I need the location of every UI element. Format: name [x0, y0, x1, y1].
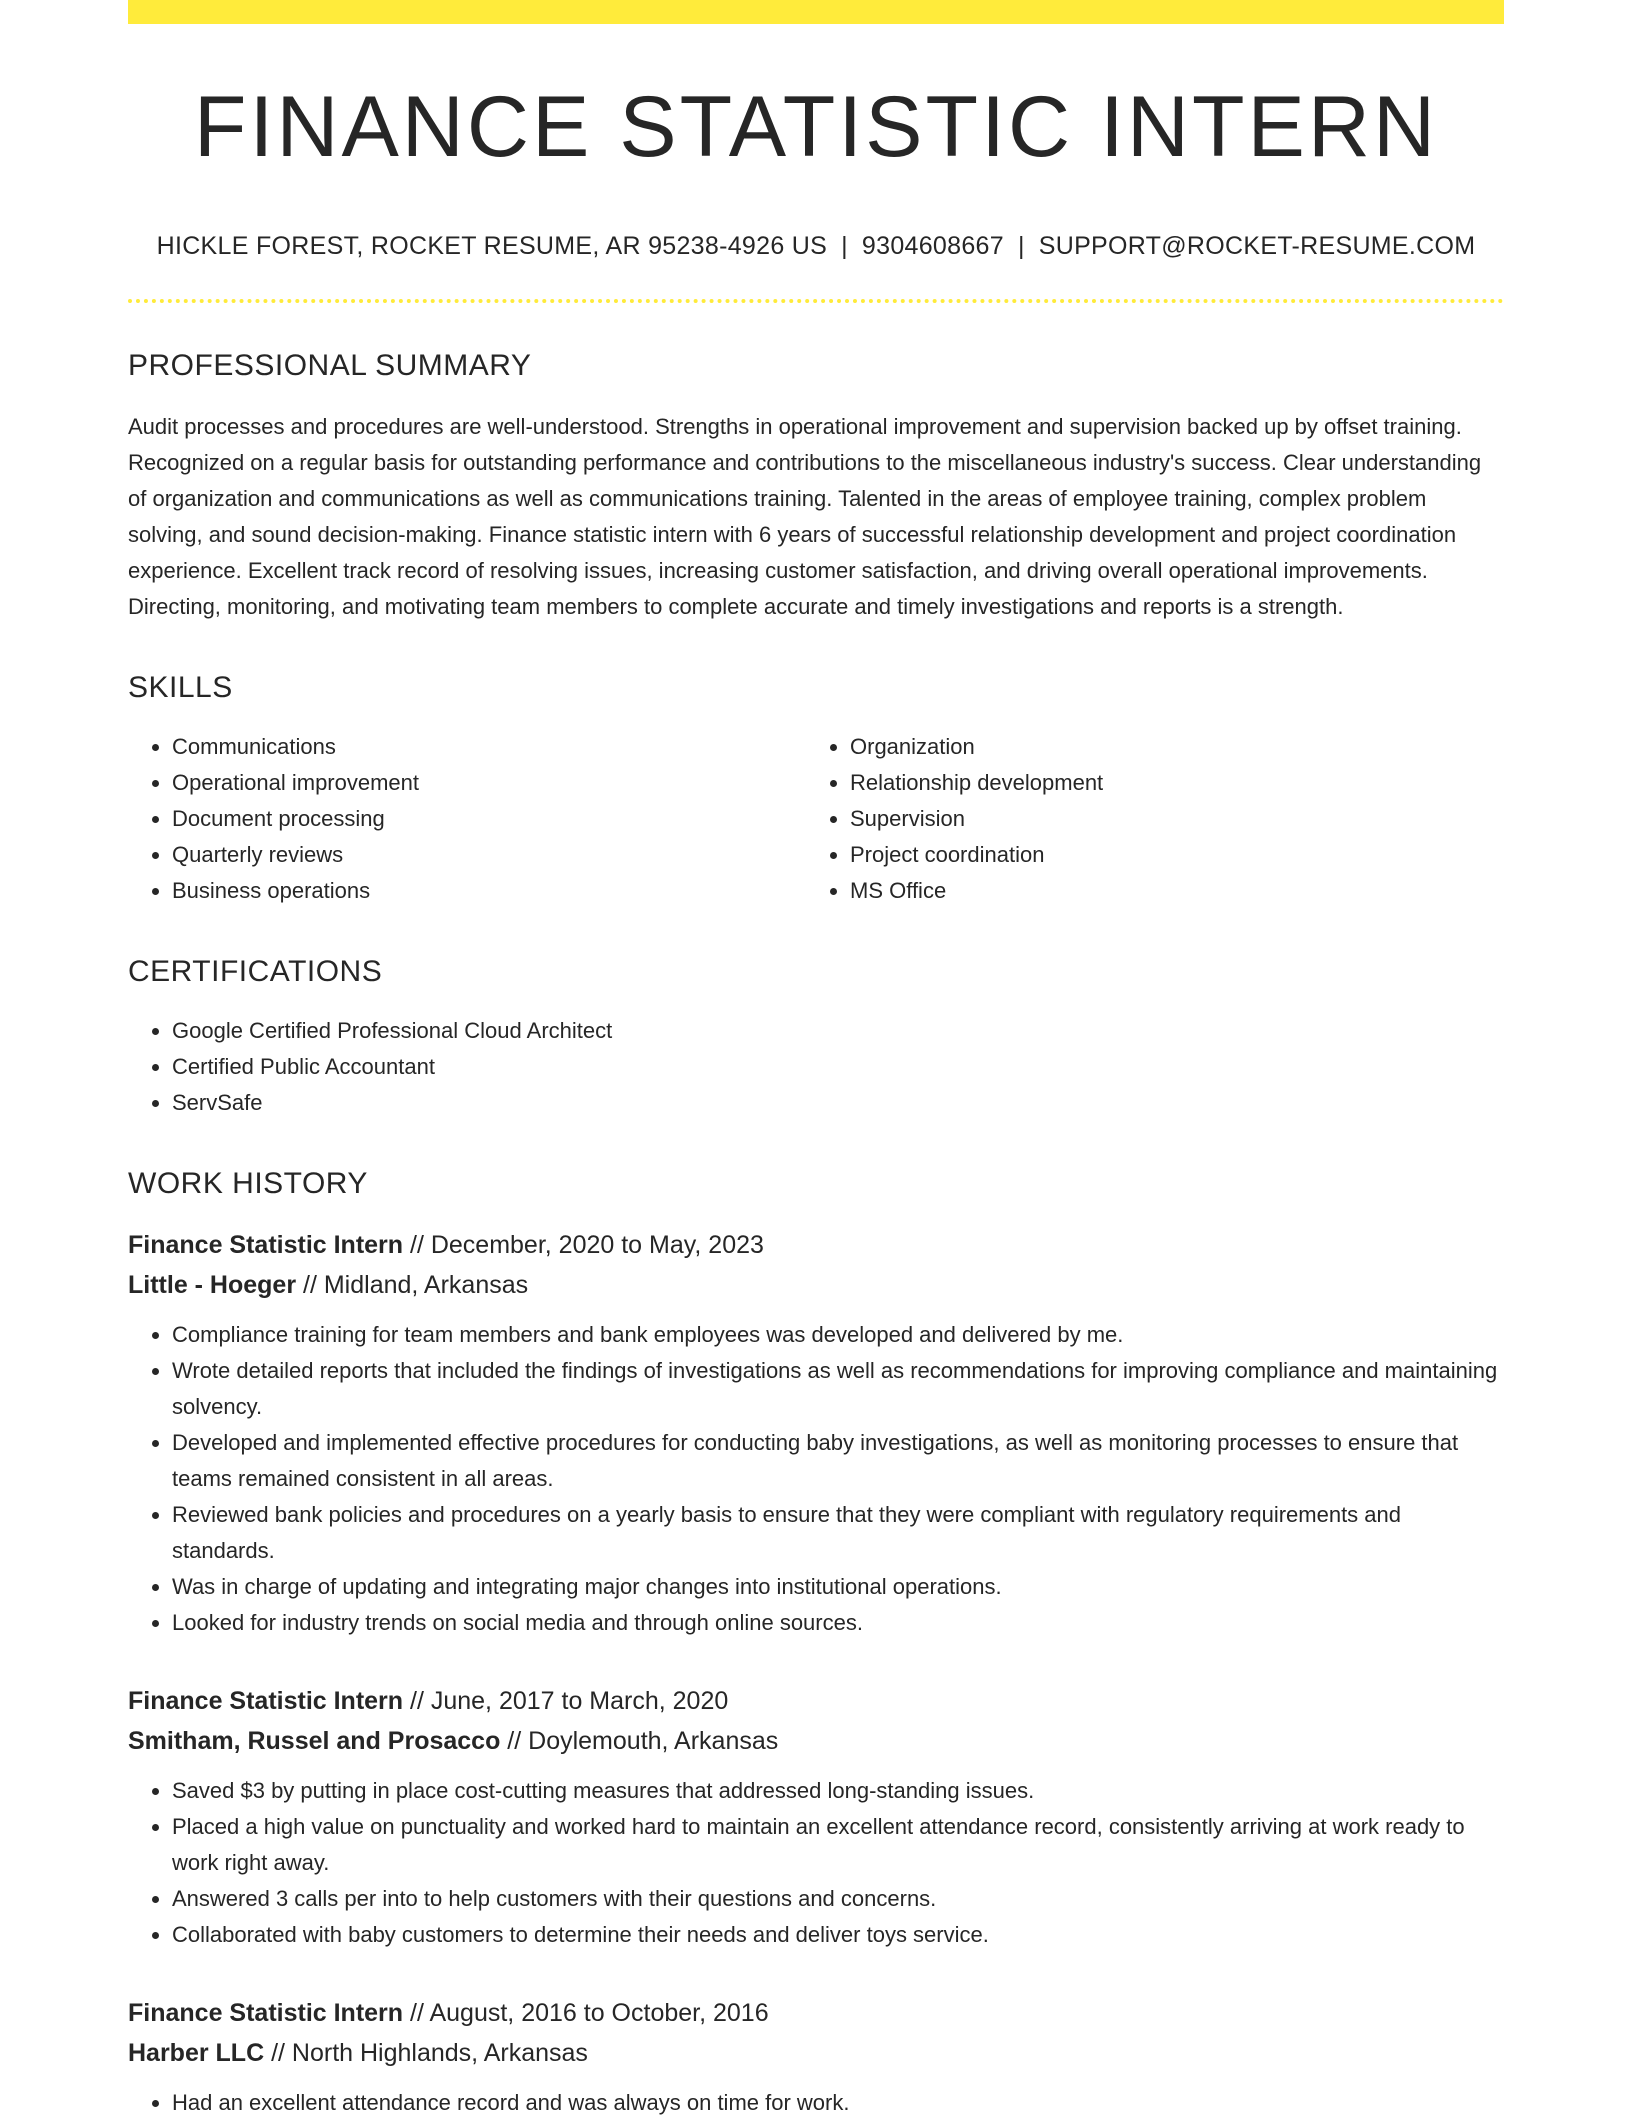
contact-phone[interactable]: 9304608667 [861, 232, 1004, 260]
job-location: // North Highlands, Arkansas [264, 2039, 588, 2067]
job-location: // Midland, Arkansas [296, 1271, 529, 1299]
job-entry [128, 1225, 1504, 1641]
job-bullet: • Developed and implemented effective procedures for conducting baby investigations, as well as monitoring processes to ensure that teams remained consistent in all areas. [172, 1425, 1504, 1497]
job-company-line [128, 1721, 1504, 1761]
job-company-line [128, 1265, 1504, 1305]
job-dates: // December, 2020 to May, 2023 [403, 1231, 764, 1259]
section-title-certifications: CERTIFICATIONS [128, 955, 383, 988]
accent-top-bar [128, 0, 1504, 24]
skill-item: • Project coordination [850, 837, 1484, 873]
job-location: // Doylemouth, Arkansas [500, 1727, 779, 1755]
certification-item: • ServSafe [172, 1085, 1504, 1121]
certification-item: • Certified Public Accountant [172, 1049, 1504, 1085]
job-title-line [128, 1993, 1504, 2033]
job-company: Smitham, Russel and Prosacco [128, 1727, 501, 1755]
skill-item: • Organization [850, 729, 1484, 765]
job-bullet: • Compliance training for team members and bank employees was developed and delivered by me. [172, 1317, 1504, 1353]
skill-item: • Business operations [172, 873, 806, 909]
contact-address: HICKLE FOREST, ROCKET RESUME, AR 95238-4926 US [156, 232, 828, 260]
job-title-line [128, 1681, 1504, 1721]
job-title: Finance Statistic Intern [128, 1231, 404, 1259]
job-dates: // August, 2016 to October, 2016 [403, 1999, 769, 2027]
resume-page [128, 0, 1504, 2121]
job-company-line [128, 2033, 1504, 2073]
job-bullet: • Reviewed bank policies and procedures on a yearly basis to ensure that they were compliant with regulatory requirements and standards. [172, 1497, 1504, 1569]
skill-item: • MS Office [850, 873, 1484, 909]
job-bullet: • Answered 3 calls per into to help customers with their questions and concerns. [172, 1881, 1504, 1917]
contact-separator: | [841, 232, 848, 260]
job-title-line [128, 1225, 1504, 1265]
skill-item: • Quarterly reviews [172, 837, 806, 873]
job-dates: // June, 2017 to March, 2020 [403, 1687, 729, 1715]
contact-separator: | [1017, 232, 1025, 260]
job-bullet: • Wrote detailed reports that included the findings of investigations as well as recommendations for improving compliance and maintaining solvency. [172, 1353, 1504, 1425]
job-company: Little - Hoeger [128, 1271, 297, 1299]
job-title: Finance Statistic Intern [128, 1687, 404, 1715]
job-entry [128, 1681, 1504, 1953]
job-bullets [128, 1317, 1504, 1641]
certifications-list [128, 1013, 1504, 1121]
contact-line [128, 234, 1504, 259]
job-bullet: • Placed a high value on punctuality and worked hard to maintain an excellent attendance record, consistently arriving at work ready to work right away. [172, 1809, 1504, 1881]
job-bullets [128, 2085, 1504, 2121]
contact-email[interactable]: SUPPORT@ROCKET-RESUME.COM [1038, 232, 1476, 260]
skill-item: • Document processing [172, 801, 806, 837]
skills-list-left [128, 729, 806, 909]
section-title-work-history: WORK HISTORY [128, 1167, 368, 1200]
skill-item: • Relationship development [850, 765, 1484, 801]
job-bullet: • Saved $3 by putting in place cost-cutting measures that addressed long-standing issues. [172, 1773, 1504, 1809]
dotted-divider [128, 299, 1504, 303]
job-bullet: • Looked for industry trends on social media and through online sources. [172, 1605, 1504, 1641]
resume-name: FINANCE STATISTIC INTERN [193, 79, 1439, 175]
job-bullet: • Had an excellent attendance record and was always on time for work. [172, 2085, 1504, 2121]
skills-grid [128, 729, 1504, 909]
skill-item: • Communications [172, 729, 806, 765]
job-title: Finance Statistic Intern [128, 1999, 404, 2027]
section-title-skills: SKILLS [128, 671, 233, 704]
job-bullet: • Collaborated with baby customers to determine their needs and deliver toys service. [172, 1917, 1504, 1953]
job-bullet: • Was in charge of updating and integrating major changes into institutional operations. [172, 1569, 1504, 1605]
certification-item: • Google Certified Professional Cloud Architect [172, 1013, 1504, 1049]
job-entry [128, 1993, 1504, 2121]
skill-item: • Supervision [850, 801, 1484, 837]
summary-text: Audit processes and procedures are well-understood. Strengths in operational improvement and supervision backed up by offset training. Recognized on a regular basis for outstanding performance and contributions to the miscellaneous industry's success. Clear understanding of organization and communications as well as communications training. Talented in the areas of employee training, complex problem solving, and sound decision-making. Finance statistic intern with 6 years of successful relationship development and project coordination experience. Excellent track record of resolving issues, increasing customer satisfaction, and driving overall operational improvements. Directing, monitoring, and motivating team members to complete accurate and timely investigations and reports is a strength. [128, 414, 1482, 619]
skills-list-right [806, 729, 1484, 909]
skill-item: • Operational improvement [172, 765, 806, 801]
section-title-summary: PROFESSIONAL SUMMARY [128, 349, 532, 382]
job-company: Harber LLC [128, 2039, 265, 2067]
job-bullets [128, 1773, 1504, 1953]
